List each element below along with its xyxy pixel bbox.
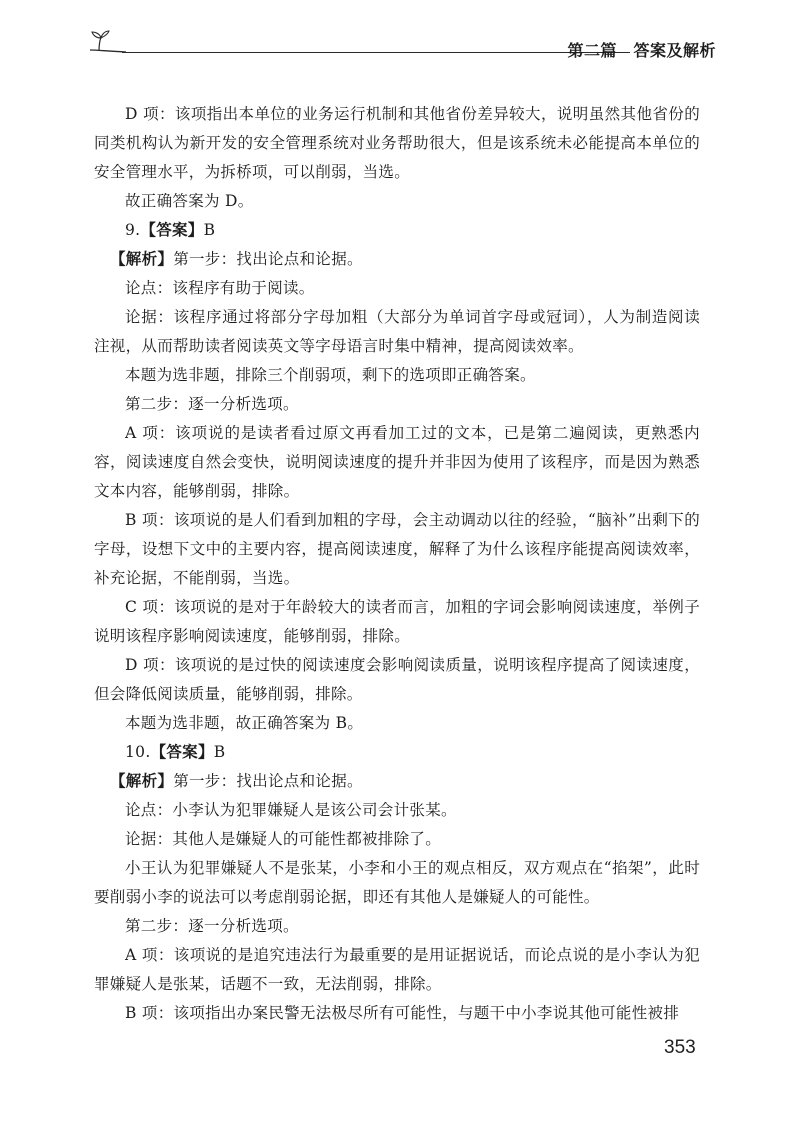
q9-evidence: 论据：该程序通过将部分字母加粗（大部分为单词首字母或冠词），人为制造阅读注视，从而帮助读者阅读英文等字母语言时集中精神，提高阅读效率。 [94, 308, 700, 355]
q9-question-type: 本题为选非题，排除三个削弱项，剩下的选项即正确答案。 [125, 366, 536, 384]
q9-answer: B [203, 221, 216, 239]
q9-option-a: A 项：该项说的是读者看过原文再看加工过的文本，已是第二遍阅读，更熟悉内容，阅读速度自然会变快，说明阅读速度的提升并非因为使用了该程序，而是因为熟悉文本内容，能够削弱，排除。 [94, 424, 700, 500]
q9-answer-label: 【答案】 [140, 221, 204, 239]
answer-content [94, 100, 700, 1028]
page-number: 353 [664, 1037, 696, 1058]
q9-option-c: C 项：该项说的是对于年龄较大的读者而言，加粗的字词会影响阅读速度，举例子说明该程序影响阅读速度，能够削弱，排除。 [94, 598, 700, 645]
header-rule [122, 52, 630, 53]
q10-thesis: 论点：小李认为犯罪嫌疑人是该公司会计张某。 [125, 801, 457, 819]
q9-analysis-line [94, 245, 700, 274]
q9-option-d: D 项：该项说的是过快的阅读速度会影响阅读质量，说明该程序提高了阅读速度，但会降低阅读质量，能够削弱，排除。 [94, 656, 700, 703]
q9-thesis: 论点：该程序有助于阅读。 [125, 279, 315, 297]
section-title: 第二篇 答案及解析 [567, 41, 716, 60]
q9-step2: 第二步：逐一分析选项。 [125, 395, 299, 413]
q9-analysis-step1: 第一步：找出论点和论据。 [173, 250, 363, 268]
q10-answer-label: 【答案】 [150, 743, 214, 761]
q10-counter-view: 小王认为犯罪嫌疑人不是张某，小李和小王的观点相反，双方观点在“掐架”，此时要削弱小李的说法可以考虑削弱论据，即还有其他人是嫌疑人的可能性。 [94, 859, 700, 906]
paragraph-d-option-q8: D 项：该项指出本单位的业务运行机制和其他省份差异较大，说明虽然其他省份的同类机构认为新开发的安全管理系统对业务帮助很大，但是该系统未必能提高本单位的安全管理水平，为拆桥项，可以削弱，当选。 [94, 105, 700, 181]
q9-conclusion: 本题为选非题，故正确答案为 B。 [125, 714, 364, 732]
sprout-icon [86, 30, 126, 58]
q9-analysis-label: 【解析】 [110, 250, 174, 268]
q10-analysis-label: 【解析】 [110, 772, 174, 790]
q10-answer-line [94, 738, 700, 767]
paragraph-q8-conclusion: 故正确答案为 D。 [125, 192, 254, 210]
q10-analysis-step1: 第一步：找出论点和论据。 [173, 772, 363, 790]
q10-evidence: 论据：其他人是嫌疑人的可能性都被排除了。 [125, 830, 442, 848]
q10-analysis-line [94, 767, 700, 796]
q10-option-b: B 项：该项指出办案民警无法极尽所有可能性，与题干中小李说其他可能性被排 [125, 1004, 680, 1022]
q9-number: 9. [125, 221, 141, 239]
q9-option-b: B 项：该项说的是人们看到加粗的字母，会主动调动以往的经验，“脑补”出剩下的字母，设想下文中的主要内容，提高阅读速度，解释了为什么该程序能提高阅读效率，补充论据，不能削弱，当选。 [94, 511, 700, 587]
q10-number: 10. [125, 743, 151, 761]
q10-answer: B [213, 743, 226, 761]
q10-step2: 第二步：逐一分析选项。 [125, 917, 299, 935]
q9-answer-line [94, 216, 700, 245]
page-header [86, 30, 716, 66]
q10-option-a: A 项：该项说的是追究违法行为最重要的是用证据说话，而论点说的是小李认为犯罪嫌疑人是张某，话题不一致，无法削弱，排除。 [94, 946, 700, 993]
